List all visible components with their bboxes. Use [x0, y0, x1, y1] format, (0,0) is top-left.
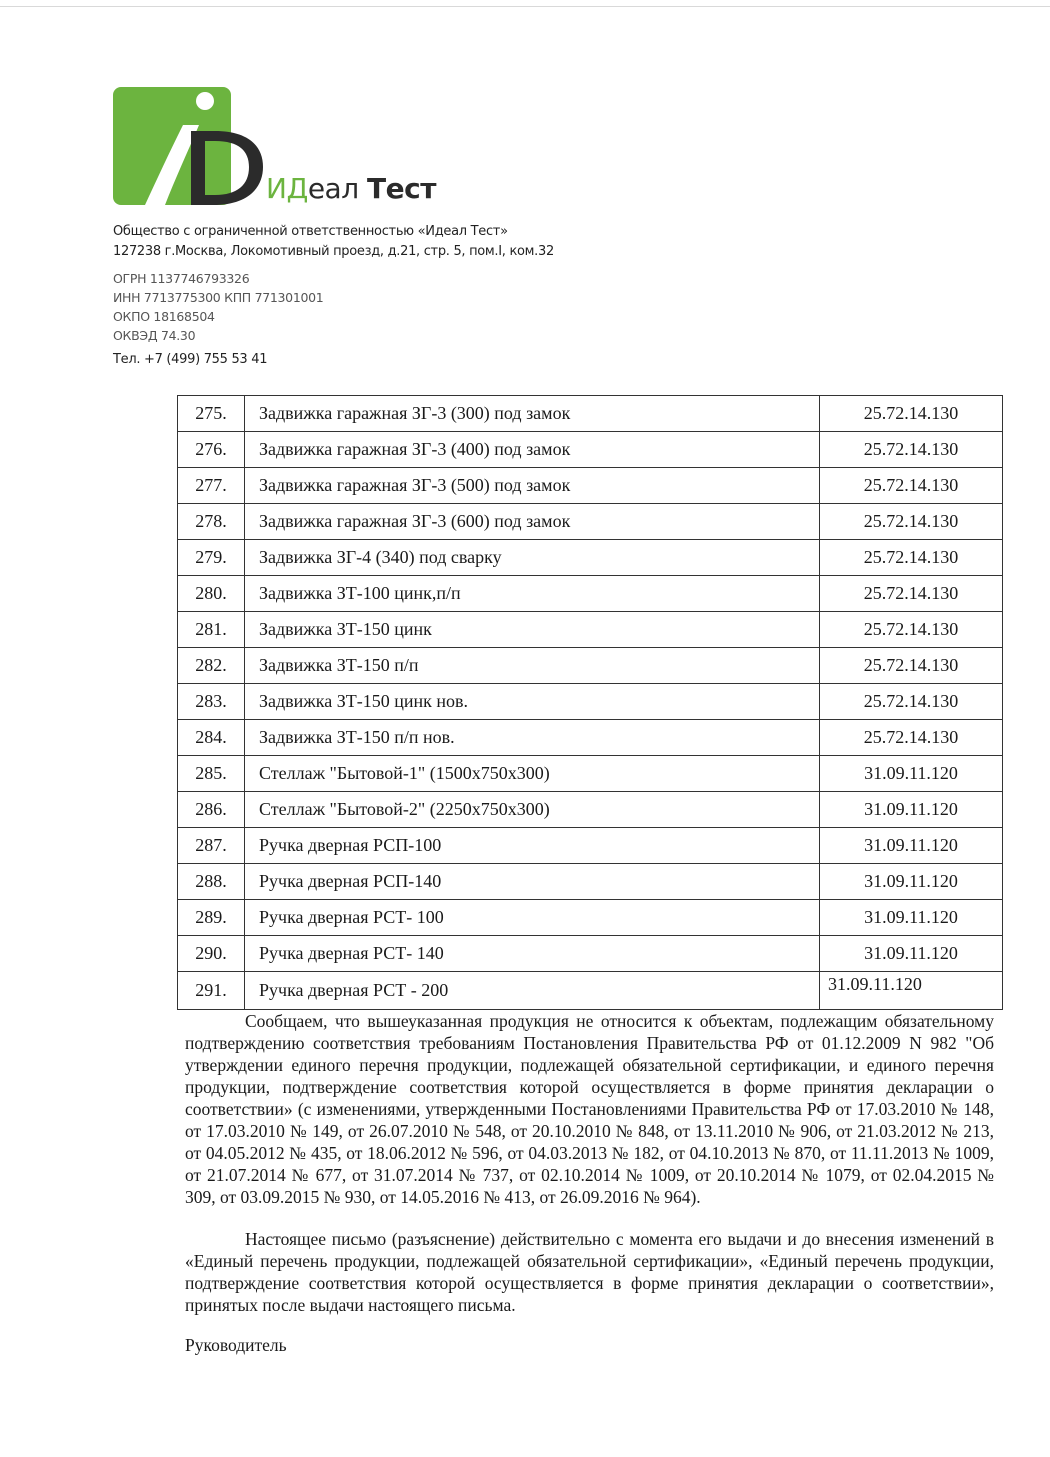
- table-row: [178, 828, 1003, 864]
- body-paragraph-2: Настоящее письмо (разъяснение) действительно с момента его выдачи и до внесения изменений в «Единый перечень продукции, подлежащей обязательной сертификации», «Единый перечень продукции, подтверждение соответствия которой осуществляется в форме принятия декларации о соответствии», принятых после выдачи настоящего письма.: [185, 1229, 994, 1315]
- okpd-code-cell: 25.72.14.130: [820, 576, 1003, 612]
- okpd-code-cell: 31.09.11.120: [820, 900, 1003, 936]
- row-number-cell: 284.: [178, 720, 245, 756]
- product-name-cell: Ручка дверная РСП-100: [245, 828, 820, 864]
- row-number-cell: 276.: [178, 432, 245, 468]
- company-address: 127238 г.Москва, Локомотивный проезд, д.21, стр. 5, пом.I, ком.32: [113, 244, 554, 259]
- table-row: [178, 432, 1003, 468]
- product-name-cell: Ручка дверная РСТ- 100: [245, 900, 820, 936]
- table-row: [178, 648, 1003, 684]
- table-row: [178, 756, 1003, 792]
- row-number-cell: 279.: [178, 540, 245, 576]
- row-number-cell: 286.: [178, 792, 245, 828]
- okpd-code-cell: 25.72.14.130: [820, 396, 1003, 432]
- company-full-name: Общество с ограниченной ответственностью «Идеал Тест»: [113, 224, 508, 239]
- table-row: [178, 684, 1003, 720]
- signature-label: Руководитель: [185, 1335, 287, 1355]
- okpd-code-cell: 25.72.14.130: [820, 612, 1003, 648]
- logo-word-part1: ИД: [266, 172, 308, 205]
- row-number-cell: 277.: [178, 468, 245, 504]
- company-okved: ОКВЭД 74.30: [113, 328, 196, 343]
- okpd-code-cell: 25.72.14.130: [820, 720, 1003, 756]
- company-ogrn: ОГРН 1137746793326: [113, 271, 250, 286]
- products-table: [177, 395, 1003, 1010]
- row-number-cell: 283.: [178, 684, 245, 720]
- row-number-cell: 289.: [178, 900, 245, 936]
- scan-edge-line: [0, 6, 1050, 7]
- logo-word-part2: еал: [307, 172, 359, 205]
- row-number-cell: 280.: [178, 576, 245, 612]
- okpd-code-cell: 31.09.11.120: [820, 828, 1003, 864]
- table-row: [178, 504, 1003, 540]
- table-row: [178, 972, 1003, 1010]
- product-name-cell: Ручка дверная РСТ - 200: [245, 972, 820, 1010]
- product-name-cell: Ручка дверная РСП-140: [245, 864, 820, 900]
- product-name-cell: Задвижка ЗТ-100 цинк,п/п: [245, 576, 820, 612]
- body-paragraph-1: Сообщаем, что вышеуказанная продукция не относится к объектам, подлежащим обязательному подтверждению соответствия требованиям Постановления Правительства РФ от 01.12.2009 N 982 "Об утверждении единого перечня продукции, подлежащей обязательной сертификации, и единого перечня продукции, подтверждение соответствия которой осуществляется в форме принятия декларации о соответствии» (с изменениями, утвержденными Постановлениями Правительства РФ от 17.03.2010 № 148, от 17.03.2010 № 149, от 26.07.2010 № 548, от 20.10.2010 № 848, от 13.11.2010 № 906, от 21.03.2012 № 213, от 04.05.2012 № 435, от 18.06.2012 № 596, от 04.03.2013 № 182, от 04.10.2013 № 870, от 11.11.2013 № 1009, от 21.07.2014 № 677, от 31.07.2014 № 737, от 02.10.2014 № 1009, от 20.10.2014 № 1079, от 02.04.2015 № 309, от 03.09.2015 № 930, от 14.05.2016 № 413, от 26.09.2016 № 964).: [185, 1011, 994, 1207]
- product-name-cell: Задвижка ЗТ-150 цинк: [245, 612, 820, 648]
- table-row: [178, 468, 1003, 504]
- table-row: [178, 792, 1003, 828]
- company-okpo: ОКПО 18168504: [113, 309, 215, 324]
- product-name-cell: Стеллаж "Бытовой-2" (2250х750х300): [245, 792, 820, 828]
- table-row: [178, 864, 1003, 900]
- product-name-cell: Задвижка ЗТ-150 цинк нов.: [245, 684, 820, 720]
- table-row: [178, 936, 1003, 972]
- row-number-cell: 281.: [178, 612, 245, 648]
- okpd-code-cell: 25.72.14.130: [820, 684, 1003, 720]
- row-number-cell: 275.: [178, 396, 245, 432]
- table-row: [178, 900, 1003, 936]
- product-name-cell: Задвижка ЗТ-150 п/п: [245, 648, 820, 684]
- logo-word-part3: Тест: [367, 172, 436, 205]
- logo-wordmark: [266, 172, 436, 205]
- row-number-cell: 291.: [178, 972, 245, 1010]
- product-name-cell: Задвижка гаражная ЗГ-3 (600) под замок: [245, 504, 820, 540]
- table-row: [178, 540, 1003, 576]
- table-row: [178, 396, 1003, 432]
- product-name-cell: Задвижка гаражная ЗГ-3 (400) под замок: [245, 432, 820, 468]
- okpd-code-cell: 31.09.11.120: [820, 936, 1003, 972]
- okpd-code-cell: 31.09.11.120: [820, 756, 1003, 792]
- okpd-code-cell: 31.09.11.120: [820, 972, 1003, 1010]
- okpd-code-cell: 25.72.14.130: [820, 504, 1003, 540]
- row-number-cell: 287.: [178, 828, 245, 864]
- company-inn-kpp: ИНН 7713775300 КПП 771301001: [113, 290, 324, 305]
- row-number-cell: 282.: [178, 648, 245, 684]
- products-table-body: [178, 396, 1003, 1010]
- product-name-cell: Задвижка гаражная ЗГ-3 (500) под замок: [245, 468, 820, 504]
- okpd-code-cell: 25.72.14.130: [820, 540, 1003, 576]
- product-name-cell: Задвижка ЗТ-150 п/п нов.: [245, 720, 820, 756]
- product-name-cell: Стеллаж "Бытовой-1" (1500х750х300): [245, 756, 820, 792]
- okpd-code-cell: 31.09.11.120: [820, 864, 1003, 900]
- product-name-cell: Ручка дверная РСТ- 140: [245, 936, 820, 972]
- row-number-cell: 290.: [178, 936, 245, 972]
- table-row: [178, 720, 1003, 756]
- okpd-code-cell: 25.72.14.130: [820, 468, 1003, 504]
- table-row: [178, 612, 1003, 648]
- product-name-cell: Задвижка гаражная ЗГ-3 (300) под замок: [245, 396, 820, 432]
- product-name-cell: Задвижка ЗГ-4 (340) под сварку: [245, 540, 820, 576]
- row-number-cell: 278.: [178, 504, 245, 540]
- row-number-cell: 285.: [178, 756, 245, 792]
- okpd-code-cell: 31.09.11.120: [820, 792, 1003, 828]
- table-row: [178, 576, 1003, 612]
- row-number-cell: 288.: [178, 864, 245, 900]
- company-phone: Тел. +7 (499) 755 53 41: [113, 352, 268, 367]
- okpd-code-cell: 25.72.14.130: [820, 432, 1003, 468]
- okpd-code-cell: 25.72.14.130: [820, 648, 1003, 684]
